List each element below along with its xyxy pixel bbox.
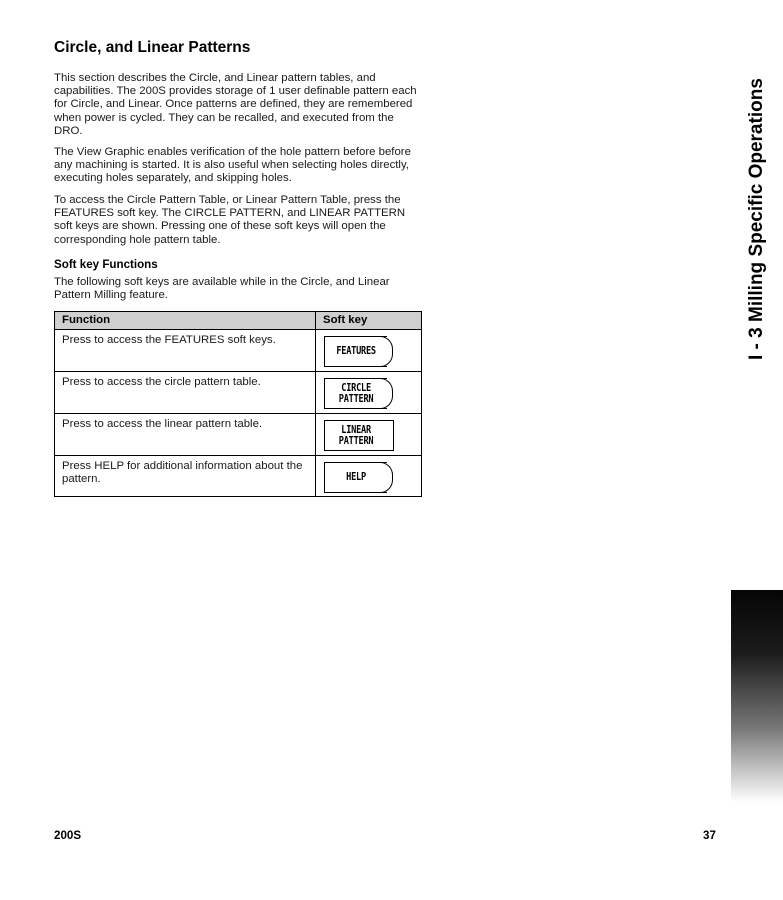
function-description: Press to access the FEATURES soft keys. [55, 330, 316, 372]
softkey-column-header: Soft key [316, 312, 422, 330]
function-description: Press to access the linear pattern table. [55, 414, 316, 456]
intro-paragraph: This section describes the Circle, and Linear pattern tables, and capabilities. The 200S provides storage of 1 user definable pattern each for Circle, and Linear. Once patterns are defined, they are remembered when power is cycled. They can be recalled, and executed from the DRO. [54, 72, 417, 137]
function-description: Press HELP for additional information about the pattern. [55, 456, 316, 497]
view-graphic-paragraph: The View Graphic enables verification of the hole pattern before before any machining is started. It is also useful when selecting holes directly, executing holes separately, and skipping holes. [54, 146, 411, 185]
circle-pattern-softkey[interactable] [324, 378, 387, 409]
softkey-section-intro: The following soft keys are available while in the Circle, and Linear Pattern Milling feature. [54, 276, 390, 302]
access-paragraph: To access the Circle Pattern Table, or Linear Pattern Table, press the FEATURES soft key. The CIRCLE PATTERN, and LINEAR PATTERN soft keys are shown. Pressing one of these soft keys will open the corresponding hole pattern table. [54, 194, 406, 246]
help-softkey[interactable] [324, 462, 387, 493]
softkey-label-line2: PATTERN [338, 392, 374, 405]
footer-model: 200S [54, 829, 82, 842]
linear-pattern-softkey[interactable] [324, 420, 387, 451]
softkey-label: HELP [346, 471, 366, 483]
table-row [55, 456, 422, 497]
table-header-row [55, 312, 422, 330]
table-row [55, 414, 422, 456]
function-column-header: Function [55, 312, 316, 330]
softkey-label: FEATURES [336, 345, 376, 357]
chapter-side-title: I - 3 Milling Specific Operations [746, 78, 767, 360]
table-row [55, 372, 422, 414]
softkey-functions-table [54, 311, 422, 497]
function-description: Press to access the circle pattern table. [55, 372, 316, 414]
page-number: 37 [703, 829, 716, 842]
softkey-label-line1: CIRCLE [341, 381, 371, 394]
page-title: Circle, and Linear Patterns [54, 39, 251, 56]
softkey-label-line1: LINEAR [341, 423, 371, 436]
softkey-section-heading: Soft key Functions [54, 258, 158, 271]
table-row [55, 330, 422, 372]
softkey-label-line2: PATTERN [338, 434, 374, 447]
features-softkey[interactable] [324, 336, 387, 367]
chapter-thumb-tab [731, 590, 783, 802]
